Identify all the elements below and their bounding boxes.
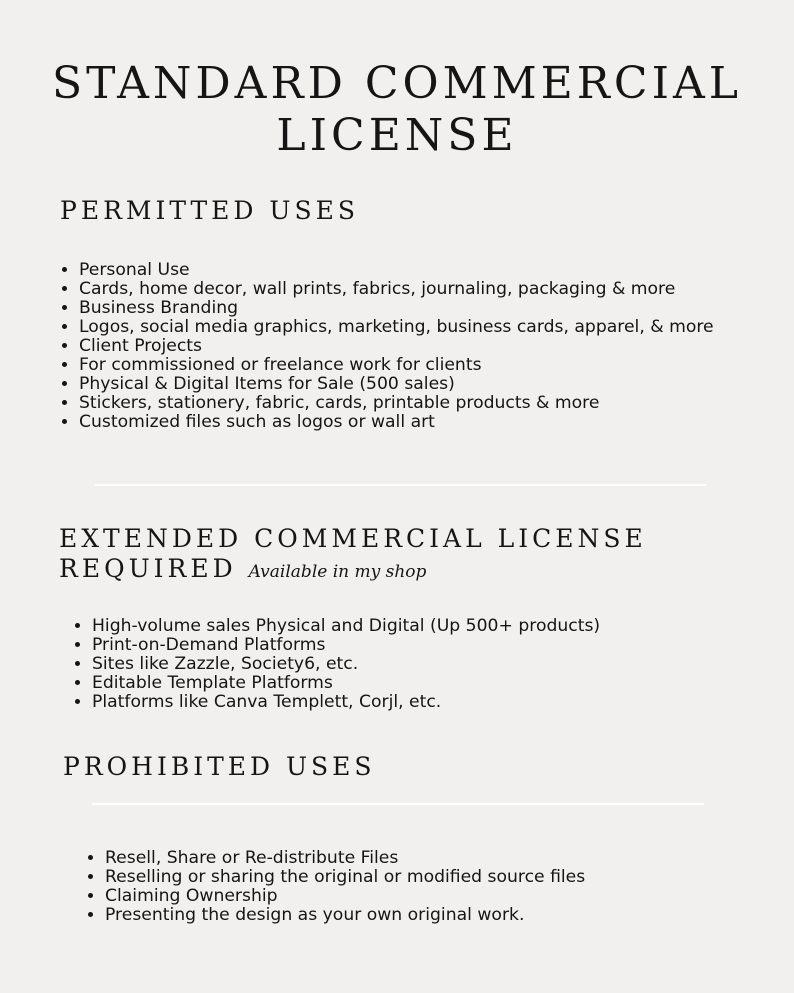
divider [92,803,704,805]
prohibited-uses-list [88,849,725,925]
extended-heading-line-1: EXTENDED COMMERCIAL LICENSE [59,524,647,553]
title-line-2: LICENSE [276,110,518,161]
extended-license-heading [59,524,647,587]
list-item: • Personal Use [79,261,755,280]
list-item: • Logos, social media graphics, marketing, business cards, apparel, & more [79,318,755,337]
list-item: • Client Projects [79,337,755,356]
title-line-1: STANDARD COMMERCIAL [52,58,742,109]
list-item: • Platforms like Canva Templett, Corjl, etc. [92,693,732,712]
list-item: • Sites like Zazzle, Society6, etc. [92,655,732,674]
divider [95,484,707,486]
list-item: • Stickers, stationery, fabric, cards, printable products & more [79,394,755,413]
list-item: • Editable Template Platforms [92,674,732,693]
list-item: • Cards, home decor, wall prints, fabrics, journaling, packaging & more [79,280,755,299]
permitted-uses-heading: PERMITTED USES [60,196,359,225]
availability-note: Available in my shop [248,562,427,582]
list-item: • Customized files such as logos or wall art [79,413,755,432]
page-title [0,58,794,162]
permitted-uses-list [62,261,755,432]
list-item: • Physical & Digital Items for Sale (500 sales) [79,375,755,394]
list-item: • Presenting the design as your own original work. [105,906,725,925]
list-item: • Resell, Share or Re-distribute Files [105,849,725,868]
list-item: • For commissioned or freelance work for clients [79,356,755,375]
list-item: • Print-on-Demand Platforms [92,636,732,655]
extended-uses-list [75,617,732,712]
list-item: • High-volume sales Physical and Digital (Up 500+ products) [92,617,732,636]
list-item: • Business Branding [79,299,755,318]
list-item: • Claiming Ownership [105,887,725,906]
prohibited-uses-heading: PROHIBITED USES [63,752,376,781]
extended-heading-line-2: REQUIRED [59,554,237,583]
list-item: • Reselling or sharing the original or modified source files [105,868,725,887]
